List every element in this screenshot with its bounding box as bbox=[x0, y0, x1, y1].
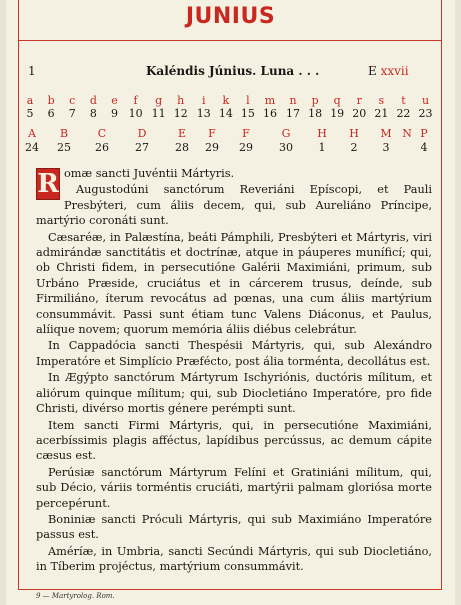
moon-number: 8 bbox=[89, 107, 97, 120]
moon-letter: F bbox=[208, 127, 216, 140]
moon-letter: P bbox=[420, 127, 428, 140]
moon-number: 13 bbox=[196, 107, 211, 120]
moon-number: 9 bbox=[110, 107, 118, 120]
moon-number: 30 bbox=[279, 141, 293, 154]
epact bbox=[368, 64, 409, 78]
moon-number: 21 bbox=[374, 107, 389, 120]
moon-number: 22 bbox=[396, 107, 411, 120]
moon-number: 19 bbox=[330, 107, 345, 120]
moon-letter: A bbox=[28, 127, 36, 140]
moon-number: 24 bbox=[25, 141, 39, 154]
moon-upper-numbers bbox=[25, 141, 438, 155]
moon-letter: H bbox=[317, 127, 327, 140]
entry-paragraph: In Cappadócia sancti Thespésii Mártyris, qui, sub Alexándro Imperatóre et Simplício Præfécto, post ália torménta, decollátus est. bbox=[36, 339, 432, 368]
moon-letter: c bbox=[69, 94, 76, 107]
moon-letter: f bbox=[133, 94, 138, 107]
moon-letter: E bbox=[177, 127, 187, 140]
moon-number: 28 bbox=[175, 141, 189, 154]
entry-paragraph: Boniniæ sancti Próculi Mártyris, qui sub Maximiáno Imperatóre passus est. bbox=[36, 512, 432, 542]
moon-letter: F bbox=[242, 127, 250, 140]
dropcap: R bbox=[37, 169, 59, 199]
moon-lower-numbers bbox=[28, 107, 438, 121]
moon-letter: N bbox=[402, 127, 412, 140]
moon-number: 11 bbox=[151, 107, 166, 120]
moon-number: 5 bbox=[26, 107, 34, 120]
moon-letter: D bbox=[137, 127, 147, 140]
moon-letter: k bbox=[222, 94, 230, 107]
moon-letter: r bbox=[356, 94, 362, 107]
martyrology-text bbox=[36, 166, 432, 576]
frame-rule-left bbox=[18, 0, 19, 590]
moon-letter: n bbox=[289, 94, 297, 107]
moon-number: 20 bbox=[352, 107, 367, 120]
moon-letter: g bbox=[155, 94, 163, 107]
day-number: 1 bbox=[28, 64, 36, 78]
moon-letter: s bbox=[378, 94, 385, 107]
frame-rule-bottom bbox=[18, 589, 442, 590]
moon-number: 7 bbox=[68, 107, 76, 120]
entry-paragraph: Améríæ, in Umbria, sancti Secúndi Mártyris, qui sub Diocletiáno, in Tíberim projéctus, martýrium consummávit. bbox=[36, 544, 432, 574]
first-entry bbox=[36, 166, 432, 199]
date-row bbox=[28, 64, 438, 80]
first-line: omæ sancti Juvéntii Mártyris. bbox=[64, 167, 235, 180]
frame-rule-head bbox=[18, 40, 442, 41]
entry-paragraph: In Ægýpto sanctórum Mártyrum Ischyriónis, ductóris mílitum, et aliórum quinque mílitum; qui, sub Diocletiáno Imperatóre, pro fide Christi, divérso mortis génere perémpti sunt. bbox=[36, 371, 432, 416]
moon-letter: q bbox=[333, 94, 341, 107]
moon-number: 1 bbox=[318, 141, 326, 154]
moon-letter: H bbox=[349, 127, 359, 140]
moon-number: 25 bbox=[57, 141, 71, 154]
moon-letter: u bbox=[421, 94, 430, 107]
moon-letter: e bbox=[111, 94, 118, 107]
moon-number: 12 bbox=[173, 107, 188, 120]
moon-number: 14 bbox=[218, 107, 233, 120]
moon-number: 10 bbox=[128, 107, 143, 120]
moon-number: 27 bbox=[135, 141, 149, 154]
moon-number: 18 bbox=[308, 107, 323, 120]
moon-letter: p bbox=[311, 94, 319, 107]
moon-upper-letters bbox=[28, 127, 438, 141]
moon-number: 6 bbox=[47, 107, 55, 120]
moon-letter: M bbox=[380, 127, 392, 140]
moon-letter: i bbox=[201, 94, 206, 107]
moon-number: 23 bbox=[418, 107, 433, 120]
moon-number: 3 bbox=[382, 141, 390, 154]
moon-number: 29 bbox=[239, 141, 253, 154]
moon-letter: G bbox=[281, 127, 291, 140]
moon-letter: m bbox=[264, 94, 276, 107]
entry-paragraph: Cæsaréæ, in Palæstína, beáti Pámphili, Presbýteri et Mártyris, viri admirándæ sanctitátis et doctrínæ, atque in páuperes muníficí; qui, ob Christi fidem, in persecutióne Galérii Maximiáni, primum, sub Urbáno Præside, cruciátus et in cárcerem trusus, deínde, sub Firmiliáno, íterum revocátus ad pœnas, una cum áliis martýrium consummávit. Passi sunt étiam tunc Valens Diáconus, et Paulus, alíique novem; quorum memória áliis diébus celebrátur. bbox=[36, 230, 432, 337]
moon-letter: t bbox=[401, 94, 406, 107]
moon-letter: b bbox=[47, 94, 55, 107]
moon-letter: l bbox=[246, 94, 250, 107]
moon-letter: h bbox=[177, 94, 185, 107]
entry-paragraph: Item sancti Firmi Mártyris, qui, in persecutióne Maximiáni, acerbíssimis plagis afféctus, lapídibus percússus, ac demum cápite cæsus est. bbox=[36, 418, 432, 463]
moon-number: 17 bbox=[286, 107, 301, 120]
page-footer: 9 — Martyrolog. Rom. bbox=[36, 592, 115, 600]
epact-roman: xxvii bbox=[380, 64, 409, 78]
moon-letter: a bbox=[26, 94, 34, 107]
moon-number: 4 bbox=[420, 141, 428, 154]
moon-number: 16 bbox=[263, 107, 277, 120]
frame-rule-right bbox=[441, 0, 442, 590]
entry-paragraph: Augustodúni sanctórum Reveriáni Epíscopi, et Pauli Presbýteri, cum áliis decem, qui, sub Aureliáno Príncipe, martýrio coronáti sunt. bbox=[36, 183, 432, 228]
moon-number: 29 bbox=[205, 141, 219, 154]
moon-letter: B bbox=[59, 127, 69, 140]
moon-number: 2 bbox=[350, 141, 358, 154]
moon-number: 26 bbox=[95, 141, 109, 154]
moon-letter: d bbox=[89, 94, 97, 107]
entry-paragraph: Perúsiæ sanctórum Mártyrum Felíni et Gratiniáni mílitum, qui, sub Décio, váriis torméntis cruciáti, martýrii palmam gloriósa morte percepérunt. bbox=[36, 465, 432, 510]
page-title: JUNIUS bbox=[185, 4, 276, 29]
moon-lower-letters bbox=[28, 94, 438, 108]
moon-number: 15 bbox=[240, 107, 255, 120]
kalendar-line: Kaléndis Június. Luna . . . bbox=[146, 64, 320, 78]
epact-letter: E bbox=[368, 64, 377, 78]
moon-letter: C bbox=[97, 127, 107, 140]
